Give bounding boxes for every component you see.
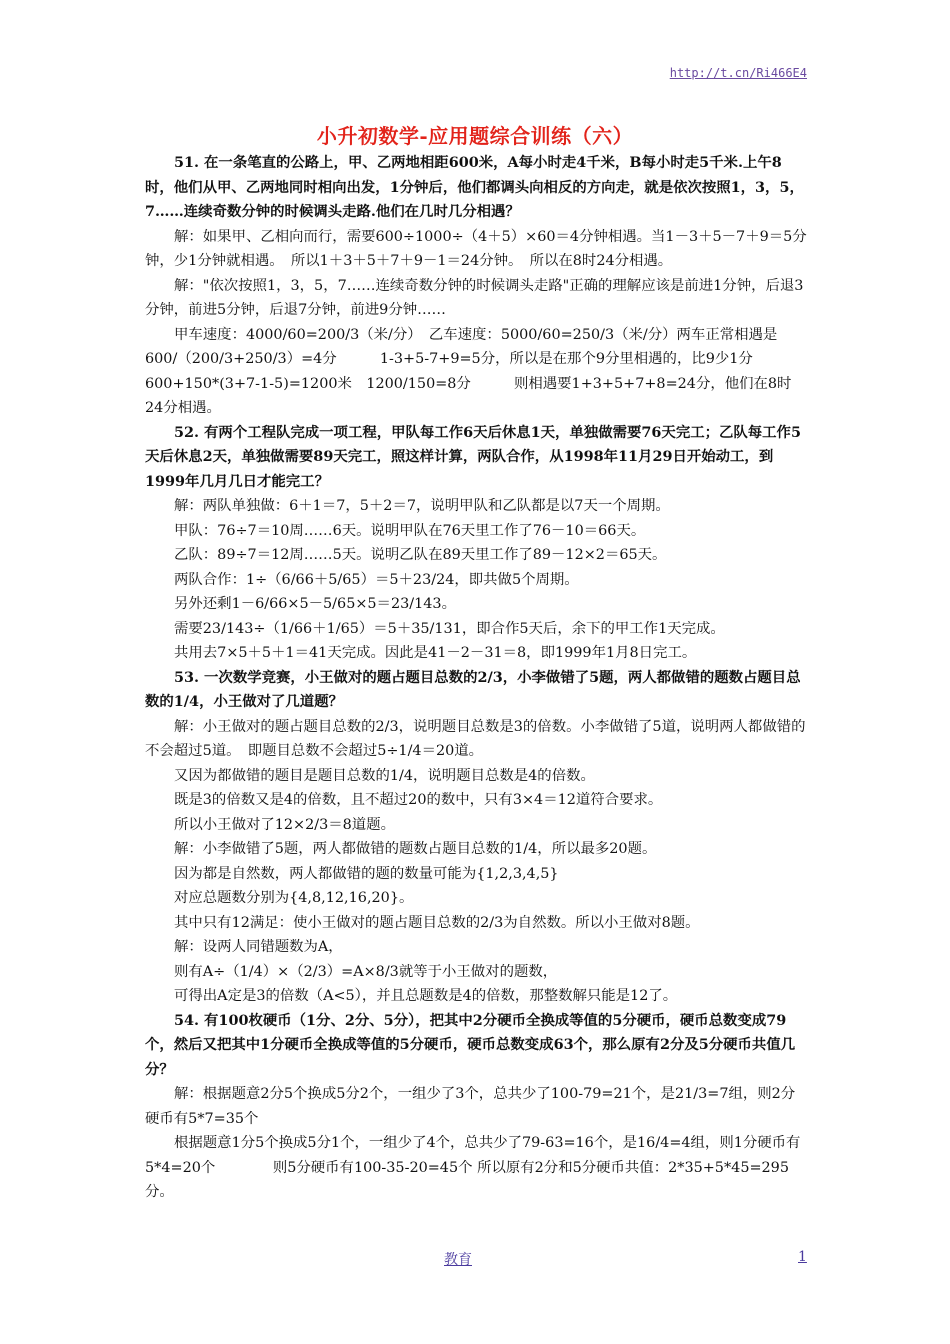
problem-question: 53. 一次数学竞赛，小王做对的题占题目总数的2/3，小李做错了5题，两人都做错的题数占题目总数的1/4，小王做对了几道题？ [145,668,801,710]
solution-line: 既是3的倍数又是4的倍数，且不超过20的数中，只有3×4＝12道符合要求。 [174,792,663,808]
solution-line: 其中只有12满足：使小王做对的题占题目总数的2/3为自然数。所以小王做对8题。 [174,914,700,931]
solution-line: 另外还剩1－6/66×5－5/65×5＝23/143。 [174,596,456,612]
solution-line: 对应总题数分别为{4,8,12,16,20}。 [174,890,414,906]
problem-question: 52. 有两个工程队完成一项工程，甲队每工作6天后休息1天，单独做需要76天完工；乙队每工作5天后休息2天，单独做需要89天完工，照这样计算，两队合作，从1998年11月29日开始动工，到1999年几月几日才能完工？ [145,423,801,490]
solution-line: 乙队：89÷7＝12周……5天。说明乙队在89天里工作了89－12×2＝65天。 [174,547,667,563]
document-body [145,151,807,1205]
problem-question: 51. 在一条笔直的公路上，甲、乙两地相距600米，A每小时走4千米，B每小时走5千米.上午8时，他们从甲、乙两地同时相向出发，1分钟后，他们都调头向相反的方向走，就是依次按照1，3，5，7……连续奇数分钟的时候调头走路.他们在几时几分相遇？ [145,154,804,220]
solution-line: 解：两队单独做：6＋1＝7，5＋2＝7，说明甲队和乙队都是以7天一个周期。 [174,498,670,514]
solution-line: 可得出A定是3的倍数（A<5），并且总题数是4的倍数，那整数解只能是12了。 [174,988,678,1004]
footer-link[interactable]: 教育 [444,1252,472,1268]
solution-line: 解："依次按照1，3，5，7……连续奇数分钟的时候调头走路"正确的理解应该是前进1分钟，后退3分钟，前进5分钟，后退7分钟，前进9分钟…… [145,277,804,318]
solution-line: 又因为都做错的题目是题目总数的1/4，说明题目总数是4的倍数。 [174,767,595,784]
solution-line: 解：设两人同错题数为A， [174,939,343,955]
solution-line: 两队合作：1÷（6/66＋5/65）＝5＋23/24，即共做5个周期。 [174,571,579,588]
solution-line: 需要23/143÷（1/66＋1/65）＝5＋35/131，即合作5天后，余下的甲工作1天完成。 [174,620,725,637]
document-title: 小升初数学-应用题综合训练（六） [316,124,634,148]
solution-line: 共用去7×5＋5＋1＝41天完成。因此是41－2－31＝8，即1999年1月8日完工。 [174,645,697,661]
solution-line: 因为都是自然数，两人都做错的题的数量可能为{1,2,3,4,5} [174,865,559,882]
header-link[interactable]: http://t.cn/Ri466E4 [669,66,807,80]
solution-line: 解：小李做错了5题，两人都做错的题数占题目总数的1/4，所以最多20题。 [174,841,657,857]
solution-line: 根据题意1分5个换成5分1个，一组少了4个，总共少了79-63=16个，是16/4=4组，则1分硬币有5*4=20个 则5分硬币有100-35-20=45个 所以原有2分和5分硬币共值：2*35+5*45=295分。 [145,1135,801,1200]
problem-question: 54. 有100枚硬币（1分、2分、5分），把其中2分硬币全换成等值的5分硬币，硬币总数变成79个，然后又把其中1分硬币全换成等值的5分硬币，硬币总数变成63个，那么原有2分及5分硬币共值几分？ [145,1011,796,1078]
solution-line: 所以小王做对了12×2/3＝8道题。 [174,816,395,833]
solution-line: 甲队：76÷7＝10周……6天。说明甲队在76天里工作了76－10＝66天。 [174,522,646,539]
solution-line: 则有A÷（1/4）×（2/3）=A×8/3就等于小王做对的题数， [174,963,558,980]
page-number[interactable]: 1 [798,1249,807,1265]
solution-line: 解：根据题意2分5个换成5分2个，一组少了3个，总共少了100-79=21个，是21/3=7组，则2分硬币有5*7=35个 [145,1086,796,1127]
solution-line: 解：如果甲、乙相向而行，需要600÷1000÷（4＋5）×60＝4分钟相遇。当1－3＋5－7＋9＝5分钟，少1分钟就相遇。 所以1＋3＋5＋7＋9－1＝24分钟。 所以在8时24分相遇。 [145,228,807,269]
solution-line: 甲车速度：4000/60=200/3（米/分） 乙车速度：5000/60=250/3（米/分）两车正常相遇是600/（200/3+250/3）=4分 1-3+5-7+9=5分，所以是在那个9分里相遇的，比9少1分600+150*(3+7-1-5)=1200米 1200/150=8分 则相遇要1+3+5+7+8=24分，他们在8时24分相遇。 [145,326,792,416]
solution-line: 解：小王做对的题占题目总数的2/3，说明题目总数是3的倍数。小李做错了5道，说明两人都做错的不会超过5道。 即题目总数不会超过5÷1/4＝20道。 [145,718,806,759]
